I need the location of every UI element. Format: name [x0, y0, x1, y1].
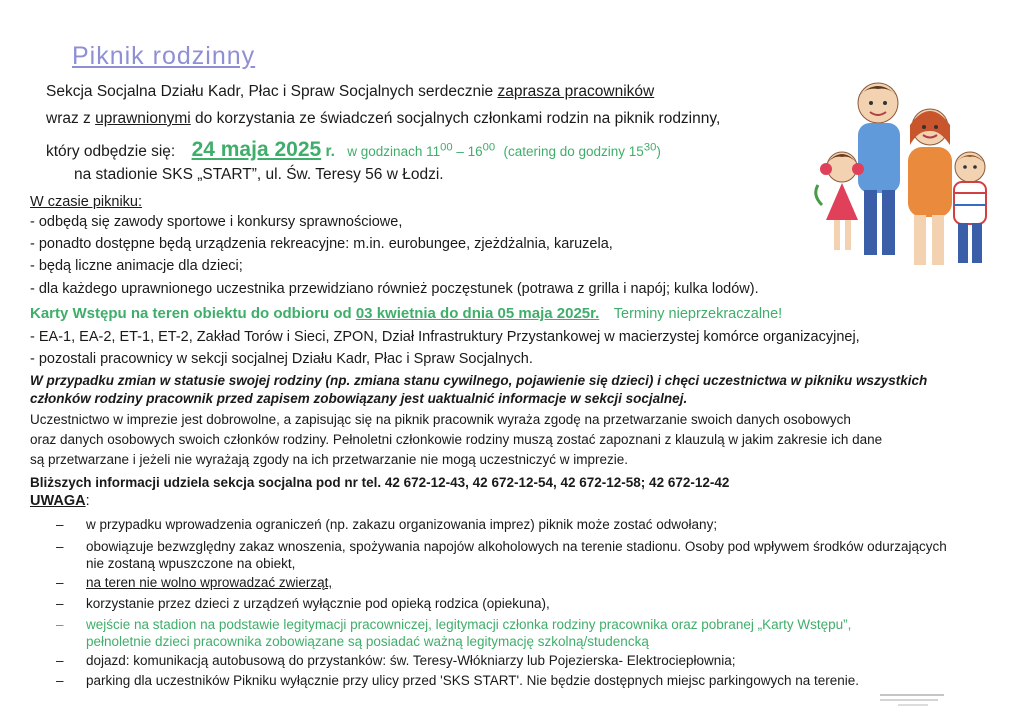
warning-item: – na teren nie wolno wprowadzać zwierząt, — [56, 575, 333, 590]
warning-item: – wejście na stadion na podstawie legitymacji pracowniczej, legitymacji członka rodziny pracownika oraz pobranej „Karty Wstępu”, — [56, 617, 852, 632]
list-item: - będą liczne animacje dla dzieci; — [30, 258, 243, 274]
event-hours — [347, 141, 496, 159]
during-heading: W czasie pikniku: — [30, 194, 143, 210]
catering-end: ) — [656, 144, 661, 159]
warning-text: w przypadku wprowadzenia ograniczeń (np. zakazu organizowania imprez) piknik może zostać odwołany; — [86, 517, 718, 532]
family-change-notice: W przypadku zmian w statusie swojej rodziny (np. zmiana stanu cywilnego, pojawienie się dzieci) i chęci uczestnictwa w pikniku wszystkich — [30, 373, 928, 388]
cards-deadline-note: Terminy nieprzekraczalne! — [613, 306, 783, 322]
participation-text: Uczestnictwo w imprezie jest dobrowolne, a zapisując się na piknik pracownik wyraża zgodę na przetwarzanie swoich danych osobowych — [30, 412, 851, 427]
contact-phones: Bliższych informacji udziela sekcja socjalna pod nr tel. 42 672-12-43, 42 672-12-54, 42 672-12-58; 42 672-12-42 — [30, 475, 730, 490]
warning-item: – korzystanie przez dzieci z urządzeń wyłącznie pod opieką rodzica (opiekuna), — [56, 596, 550, 611]
intro-line-2 — [46, 110, 720, 128]
list-item: - ponadto dostępne będą urządzenia rekreacyjne: m.in. eurobungee, zjeżdżalnia, karuzela, — [30, 236, 613, 252]
girl-figure — [816, 152, 864, 250]
warning-item: – w przypadku wprowadzenia ograniczeń (np. zakazu organizowania imprez) piknik może zostać odwołany; — [56, 517, 718, 532]
list-item: - pozostali pracownicy w sekcji socjalnej Działu Kadr, Płac i Spraw Socjalnych. — [30, 351, 533, 367]
cards-line — [30, 305, 782, 323]
warning-item: – parking dla uczestników Pikniku wyłącznie przy ulicy przed 'SKS START'. Nie będzie dostępnych miejsc parkingowych na terenie. — [56, 673, 860, 688]
intro-text: do korzystania ze świadczeń socjalnych członkami rodzin na piknik rodzinny, — [190, 110, 721, 127]
participation-text: oraz danych osobowych swoich członków rodziny. Pełnoletni członkowie rodziny muszą zostać zapoznani z klauzulą w jakim zakresie ich dane — [30, 432, 883, 447]
intro-line-3 — [46, 138, 661, 162]
family-change-notice: członków rodziny pracownik przed zapisem zobowiązany jest uaktualnić informacje w sekcji socjalnej. — [30, 391, 688, 406]
family-illustration — [800, 75, 1010, 280]
intro-line-1 — [46, 83, 654, 101]
catering-text: (catering do godziny 15 — [503, 144, 644, 159]
warning-item-continued: pełnoletnie dzieci pracownika zobowiązane są posiadać ważną legitymację szkolną/studencką — [86, 634, 649, 649]
hours-to-sup: 00 — [482, 141, 496, 154]
cards-dates: 03 kwietnia do dnia 05 maja 2025r. — [355, 305, 600, 322]
participation-text: są przetwarzane i jeżeli nie wyrażają zgody na ich przetwarzanie nie mogą uczestniczyć w imprezie. — [30, 452, 629, 467]
intro-line-4: na stadionie SKS „START”, ul. Św. Teresy 56 w Łodzi. — [74, 166, 444, 183]
boy-figure — [954, 152, 986, 263]
intro-underlined: zaprasza pracowników — [497, 83, 655, 100]
warning-heading — [30, 493, 90, 509]
catering-note — [503, 141, 661, 159]
hours-to: – 16 — [452, 144, 483, 159]
list-item: - dla każdego uprawnionego uczestnika przewidziano również poczęstunek (potrawa z grilla i napój; kulka lodów). — [30, 281, 759, 297]
event-date: 24 maja 2025 — [191, 138, 322, 161]
list-item: - odbędą się zawody sportowe i konkursy sprawnościowe, — [30, 214, 403, 230]
warning-item-continued: nie zostaną wpuszczone na obiekt, — [86, 556, 296, 571]
dad-figure — [858, 83, 900, 255]
warning-text: obowiązuje bezwzględny zakaz wnoszenia, spożywania napojów alkoholowych na terenie stadionu. Osoby pod wpływem środków odurzających — [86, 539, 947, 554]
warning-label: UWAGA — [30, 493, 86, 509]
cards-text: Karty Wstępu na teren obiektu do odbioru od — [30, 305, 356, 322]
event-date-suffix: r. — [321, 143, 335, 160]
warning-item: – obowiązuje bezwzględny zakaz wnoszenia, spożywania napojów alkoholowych na terenie stadionu. Osoby pod wpływem środków odurzających — [56, 539, 947, 554]
warning-text: wejście na stadion na podstawie legitymacji pracowniczej, legitymacji członka rodziny pracownika oraz pobranej „Karty Wstępu”, — [86, 617, 852, 632]
page-title: Piknik rodzinny — [72, 42, 256, 70]
warning-item: – dojazd: komunikacją autobusową do przystanków: św. Teresy-Włókniarzy lub Pojezierska- Elektrociepłownia; — [56, 653, 736, 668]
warning-text: korzystanie przez dzieci z urządzeń wyłącznie pod opieką rodzica (opiekuna), — [86, 596, 550, 611]
warning-text: na teren nie wolno wprowadzać zwierząt, — [86, 575, 333, 590]
warning-colon: : — [85, 493, 90, 509]
list-item: - EA-1, EA-2, ET-1, ET-2, Zakład Torów i Sieci, ZPON, Dział Infrastruktury Przystankowej w macierzystej komórce organizacyjnej, — [30, 329, 860, 345]
catering-sup: 30 — [643, 141, 657, 154]
intro-text: który odbędzie się: — [46, 143, 176, 160]
warning-text: parking dla uczestników Pikniku wyłącznie przy ulicy przed 'SKS START'. Nie będzie dostępnych miejsc parkingowych na terenie. — [86, 673, 860, 688]
intro-text: Sekcja Socjalna Działu Kadr, Płac i Spraw Socjalnych serdecznie — [46, 83, 498, 100]
intro-underlined: uprawnionymi — [95, 110, 191, 127]
mom-figure — [908, 109, 952, 265]
warning-text: dojazd: komunikacją autobusową do przystanków: św. Teresy-Włókniarzy lub Pojezierska- Elektrociepłownia; — [86, 653, 736, 668]
intro-text: wraz z — [46, 110, 96, 127]
hours-label: w godzinach 11 — [347, 144, 441, 159]
hours-from-sup: 00 — [440, 141, 453, 154]
document-stamp — [878, 690, 948, 708]
